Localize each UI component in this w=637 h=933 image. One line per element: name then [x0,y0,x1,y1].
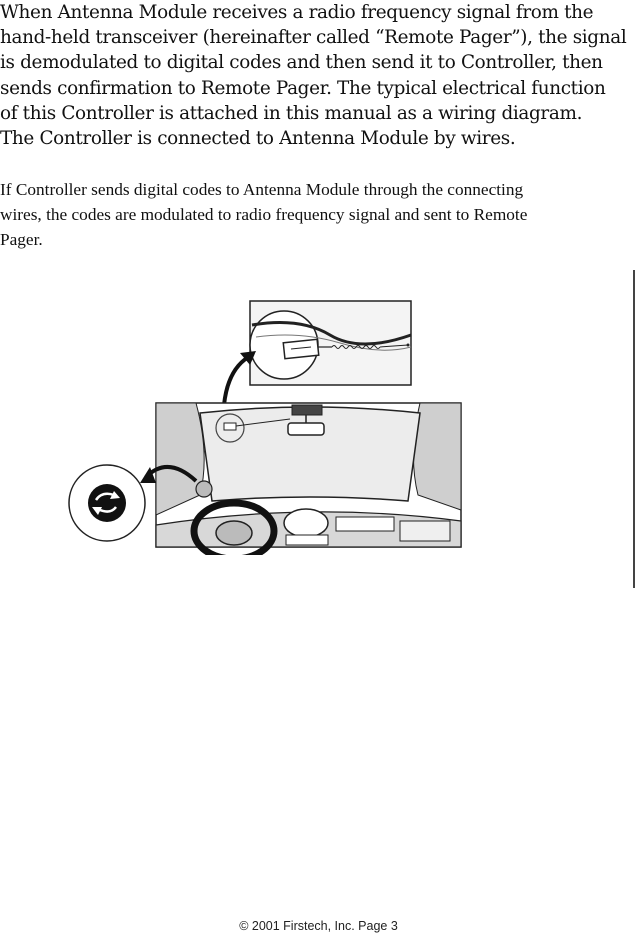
text-line: Pager. [0,230,43,249]
zoom-detail-circle [69,465,145,541]
text-line: sends confirmation to Remote Pager. The typical electrical function [0,77,606,99]
text-line: When Antenna Module receives a radio frequency signal from the [0,2,594,23]
installation-illustration [0,295,637,555]
paragraph-controller-send [0,177,636,252]
paragraph-antenna-receive [0,0,636,151]
text-line: of this Controller is attached in this manual as a wiring diagram. [0,102,583,124]
text-line: is demodulated to digital codes and then send it to Controller, then [0,52,603,74]
text-line: The Controller is connected to Antenna Module by wires. [0,128,516,150]
car-interior-drawing [156,403,461,555]
page-footer: © 2001 Firstech, Inc. Page 3 [239,919,398,933]
antenna-detail-inset [250,301,411,385]
text-line: hand-held transceiver (hereinafter called “Remote Pager”), the signal [0,27,627,49]
text-line: wires, the codes are modulated to radio frequency signal and sent to Remote [0,205,528,224]
text-line: If Controller sends digital codes to Antenna Module through the connecting [0,180,524,199]
